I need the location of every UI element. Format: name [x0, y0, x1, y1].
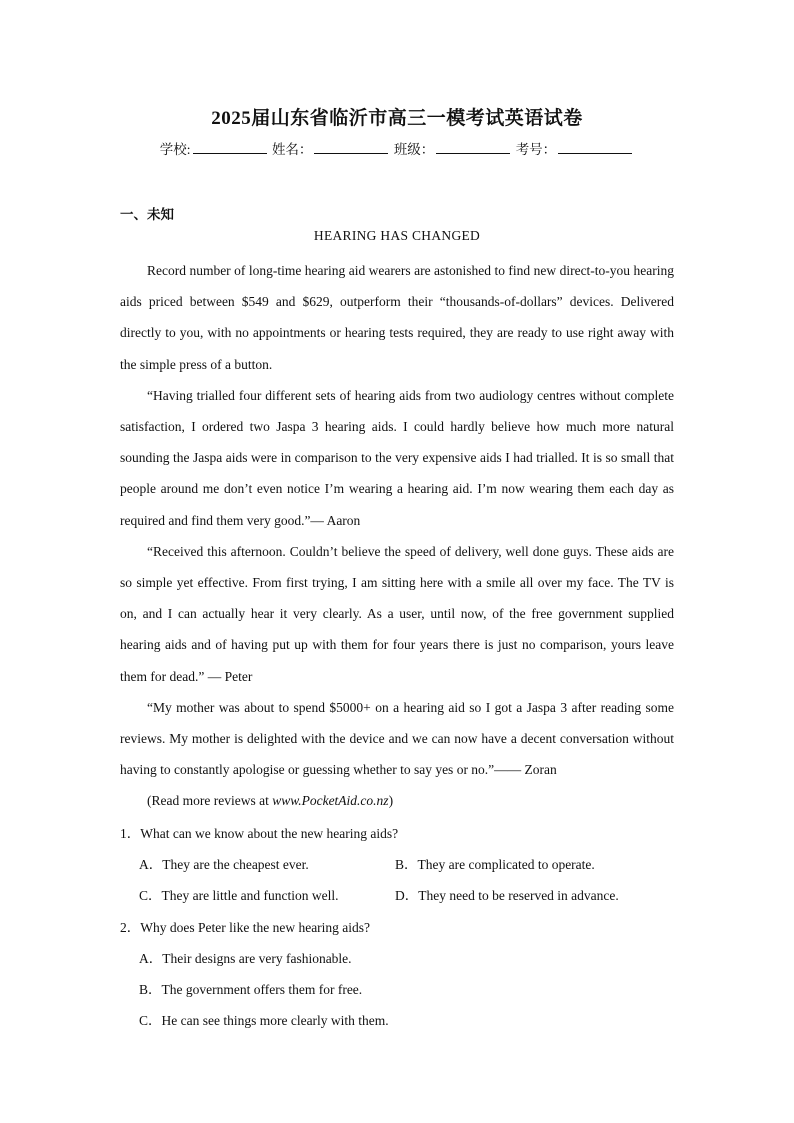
option-c[interactable]: C．He can see things more clearly with them.: [139, 1013, 389, 1029]
section-heading: 一、未知: [120, 207, 174, 222]
option-row: [120, 849, 674, 880]
school-blank: [193, 141, 267, 154]
passage-paragraph: “My mother was about to spend $5000+ on a hearing aid so I got a Jaspa 3 after reading some reviews. My mother is delighted with the device and we can now have a decent conversation without having to constantly apologise or guessing whether to say yes or no.”—— Zoran: [120, 699, 674, 778]
passage-paragraph: “Having trialled four different sets of hearing aids from two audiology centres without complete satisfaction, I ordered two Jaspa 3 hearing aids. I could hardly believe how much more natural sounding the Jaspa aids were in comparison to the very expensive aids I had trialled. It is so small that people around me don’t even notice I’m wearing a hearing aid. I’m now wearing them each day as required and find them very good.”— Aaron: [120, 387, 674, 528]
class-label: 班级：: [393, 142, 435, 157]
reference-line: [120, 785, 674, 816]
exam-number-label: 考号：: [515, 142, 557, 157]
option-c[interactable]: C．They are little and function well.: [139, 888, 339, 904]
option-b[interactable]: B．The government offers them for free.: [139, 982, 363, 998]
reference-suffix: ): [388, 793, 394, 809]
exam-number-blank: [558, 141, 632, 154]
option-a[interactable]: A．Their designs are very fashionable.: [139, 950, 352, 966]
question-stem: 2．Why does Peter like the new hearing aids?: [120, 919, 371, 935]
option-b[interactable]: B．They are complicated to operate.: [395, 857, 595, 873]
reference-url: www.PocketAid.co.nz: [272, 793, 389, 809]
questions: [120, 818, 674, 1036]
option-d[interactable]: D．They need to be reserved in advance.: [395, 888, 619, 904]
name-blank: [314, 141, 388, 154]
question-stem: 1．What can we know about the new hearing aids?: [120, 826, 399, 841]
exam-title: 2025届山东省临沂市高三一模考试英语试卷: [211, 108, 583, 129]
class-blank: [436, 141, 510, 154]
student-info-line: [0, 138, 794, 158]
reading-passage: [120, 255, 674, 817]
passage-paragraph: Record number of long-time hearing aid wearers are astonished to find new direct-to-you hearing aids priced between $549 and $629, outperform their “thousands-of-dollars” devices. Delivered directly to you, with no appointments or hearing tests required, they are ready to use right away with the simple press of a button.: [120, 263, 674, 372]
reference-prefix: (Read more reviews at: [147, 793, 273, 809]
option-a[interactable]: A．They are the cheapest ever.: [139, 857, 309, 873]
passage-title: HEARING HAS CHANGED: [313, 228, 481, 243]
passage-paragraph: “Received this afternoon. Couldn’t believe the speed of delivery, well done guys. These aids are so simple yet effective. From first trying, I am sitting here with a smile all over my face. The TV is on, and I can actually hear it very clearly. As a user, until now, of the free government supplied hearing aids and of having put up with them for four years there is just no comparison, yours leave them for dead.” — Peter: [120, 543, 674, 684]
option-row: [120, 880, 674, 911]
name-label: 姓名：: [271, 142, 313, 157]
school-label: 学校:: [159, 142, 191, 157]
